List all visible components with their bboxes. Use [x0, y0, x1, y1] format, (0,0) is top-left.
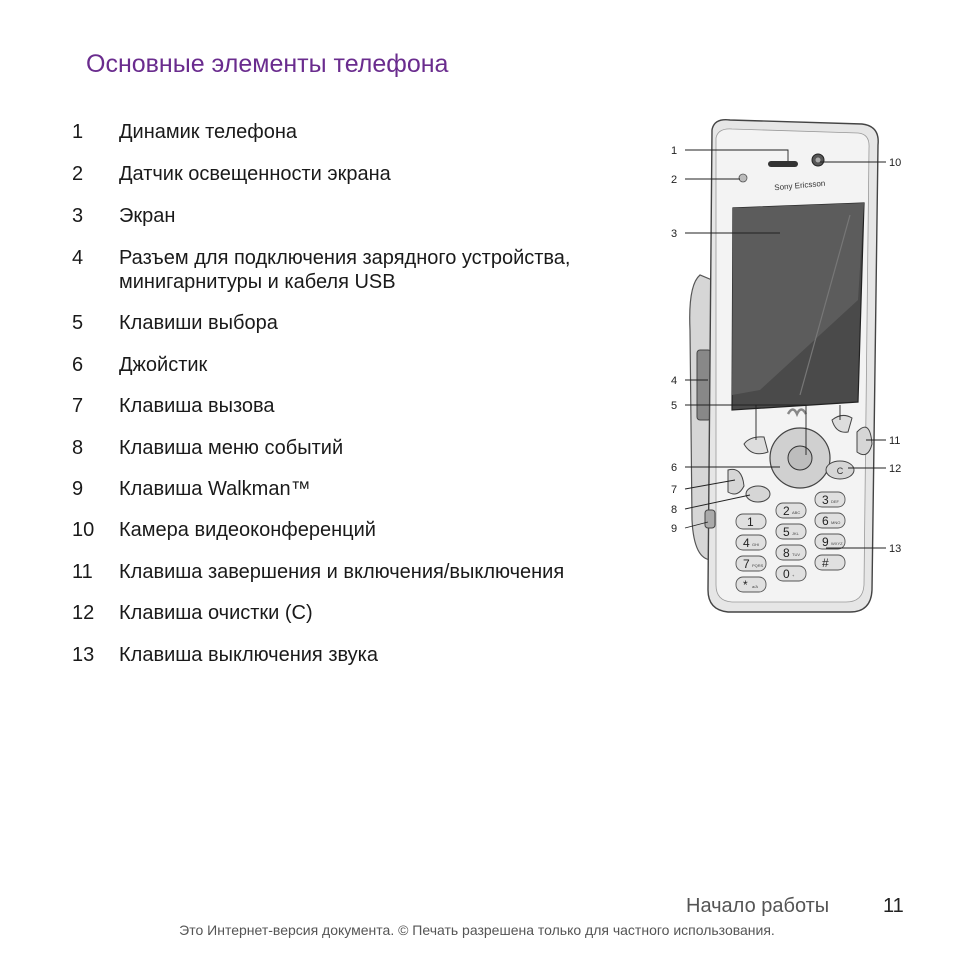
earpiece-speaker — [768, 161, 798, 167]
item-text: Экран — [119, 205, 176, 227]
key-4 — [736, 535, 766, 550]
callout-9: 9 — [671, 523, 678, 535]
svg-text:TUV: TUV — [792, 552, 800, 557]
key-7 — [736, 556, 766, 571]
svg-text:WXYZ: WXYZ — [831, 541, 843, 546]
svg-text:5: 5 — [783, 525, 790, 539]
svg-text:MNO: MNO — [831, 520, 841, 525]
svg-text:PQRS: PQRS — [752, 563, 764, 568]
key-hash — [815, 555, 845, 570]
key-2 — [776, 503, 806, 518]
item-number: 2 — [72, 163, 84, 185]
item-number: 10 — [72, 519, 95, 541]
svg-text:1: 1 — [747, 515, 754, 529]
item-text: Клавиша меню событий — [119, 437, 344, 459]
page-title: Основные элементы телефона — [86, 50, 449, 78]
svg-text:ABC: ABC — [792, 510, 801, 515]
footer-note: Это Интернет-версия документа. © Печать разрешена только для частного использования. — [179, 922, 775, 938]
key-8 — [776, 545, 806, 560]
end-key — [857, 427, 872, 455]
item-number: 5 — [72, 312, 84, 334]
svg-text:GHI: GHI — [752, 542, 760, 547]
item-text: Клавиша очистки (C) — [119, 602, 313, 624]
svg-text:C: C — [836, 466, 844, 476]
item-text: Джойстик — [119, 354, 208, 376]
callout-5: 5 — [671, 400, 678, 412]
joystick-center-button — [788, 446, 812, 470]
item-number: 7 — [72, 395, 84, 417]
callout-4: 4 — [671, 375, 678, 387]
item-number: 12 — [72, 602, 95, 624]
item-number: 1 — [72, 121, 84, 143]
page-number: 11 — [883, 895, 904, 917]
item-text: Клавиша выключения звука — [119, 644, 378, 666]
callout-11: 11 — [889, 435, 901, 447]
item-text: Клавиша вызова — [119, 395, 275, 417]
callout-7: 7 — [671, 484, 678, 496]
svg-text:8: 8 — [783, 546, 790, 560]
item-text: Динамик телефона — [119, 121, 298, 143]
phone-illustration — [666, 118, 906, 620]
svg-text:JKL: JKL — [792, 531, 799, 536]
item-number: 13 — [72, 644, 95, 666]
walkman-key — [705, 510, 715, 528]
callout-12: 12 — [889, 463, 902, 475]
callout-2: 2 — [671, 174, 678, 186]
item-number: 6 — [72, 354, 84, 376]
brand-label: Sony Ericsson — [773, 178, 826, 193]
svg-text:DEF: DEF — [831, 499, 839, 504]
callout-10: 10 — [889, 157, 902, 169]
svg-text:6: 6 — [822, 514, 829, 528]
svg-text:+: + — [792, 573, 795, 578]
key-star — [736, 577, 766, 592]
item-text: Клавиша завершения и включения/выключения — [119, 561, 565, 583]
item-number: 9 — [72, 478, 84, 500]
key-5 — [776, 524, 806, 539]
key-0 — [776, 566, 806, 581]
item-number: 11 — [72, 561, 93, 583]
svg-text:7: 7 — [743, 557, 750, 571]
item-text: Датчик освещенности экрана — [119, 163, 391, 185]
activity-menu-key — [746, 486, 770, 502]
item-number: 4 — [72, 247, 84, 269]
key-1 — [736, 514, 766, 529]
key-9 — [815, 534, 845, 549]
callout-6: 6 — [671, 462, 678, 474]
svg-text:3: 3 — [822, 493, 829, 507]
item-number: 3 — [72, 205, 84, 227]
callout-3: 3 — [671, 228, 678, 240]
callout-13: 13 — [889, 543, 902, 555]
footer-section-title: Начало работы — [686, 895, 830, 917]
svg-text:0: 0 — [783, 567, 790, 581]
callout-1: 1 — [671, 145, 678, 157]
key-3 — [815, 492, 845, 507]
svg-text:*: * — [743, 578, 748, 592]
svg-text:a/A: a/A — [752, 584, 759, 589]
item-text: Камера видеоконференций — [119, 519, 376, 541]
item-text: Разъем для подключения зарядного устройства, минигарнитуры и кабеля USB — [119, 247, 571, 293]
svg-text:4: 4 — [743, 536, 750, 550]
item-text: Клавиши выбора — [119, 312, 278, 334]
key-6 — [815, 513, 845, 528]
item-text: Клавиша Walkman™ — [119, 478, 311, 500]
light-sensor — [739, 174, 747, 182]
svg-text:2: 2 — [783, 504, 790, 518]
callout-8: 8 — [671, 504, 678, 516]
svg-text:9: 9 — [822, 535, 829, 549]
svg-text:#: # — [822, 556, 829, 570]
item-number: 8 — [72, 437, 84, 459]
